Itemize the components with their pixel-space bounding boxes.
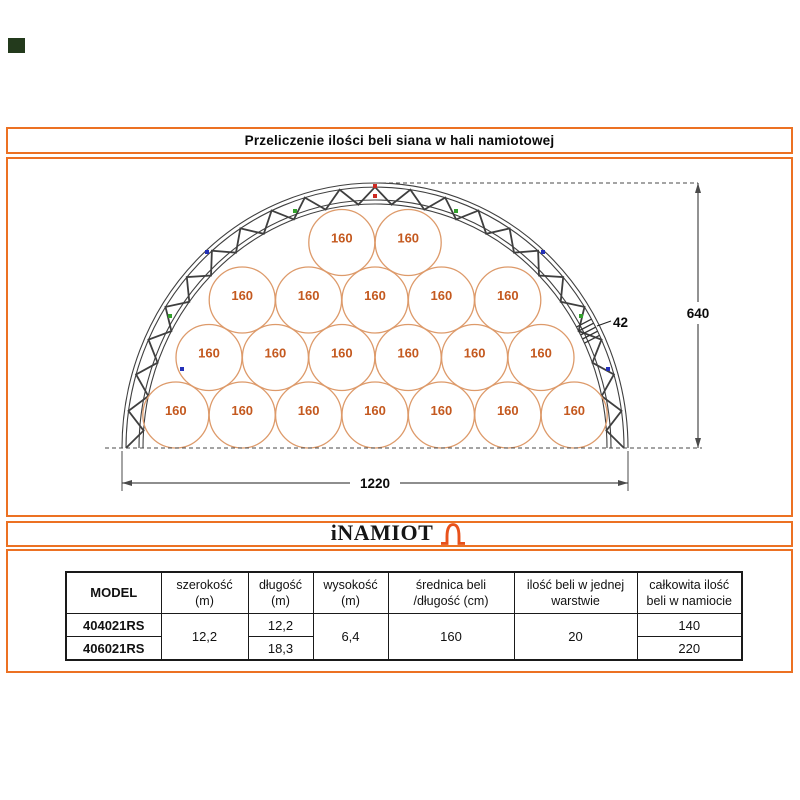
bale-label: 160 <box>231 403 254 418</box>
cell-calkowita-1: 140 <box>637 614 742 637</box>
header-dlugosc: długość (m) <box>248 572 313 614</box>
header-model: MODEL <box>66 572 161 614</box>
bale-label: 160 <box>530 345 552 361</box>
truss-node-marker <box>168 314 172 318</box>
bale-label: 160 <box>397 230 420 246</box>
header-wysokosc: wysokość (m) <box>313 572 388 614</box>
cell-model-1: 404021RS <box>66 614 161 637</box>
truss-depth-label: 42 <box>613 315 629 330</box>
cell-calkowita-2: 220 <box>637 637 742 661</box>
truss-node-marker <box>373 184 377 188</box>
bale-label: 160 <box>231 288 254 303</box>
bale-label: 160 <box>397 345 420 361</box>
bale-label: 160 <box>496 403 519 418</box>
truss-node-marker <box>180 367 184 371</box>
bale-label: 160 <box>164 403 187 418</box>
bale-label: 160 <box>364 403 386 418</box>
cell-dlugosc-1: 12,2 <box>248 614 313 637</box>
diagram-box <box>6 157 793 517</box>
bale-label: 160 <box>563 403 586 418</box>
table-row <box>66 614 742 637</box>
truss-node-marker <box>373 194 377 198</box>
logo-box <box>6 521 793 547</box>
header-calkowita: całkowita ilość beli w namiocie <box>637 572 742 614</box>
table-header-row <box>66 572 742 614</box>
cell-model-2: 406021RS <box>66 637 161 661</box>
truss-node-marker <box>454 209 458 213</box>
truss-node-marker <box>579 314 583 318</box>
cell-szerokosc: 12,2 <box>161 614 248 661</box>
bale-label: 160 <box>430 403 453 418</box>
table-container-box <box>6 549 793 673</box>
truss-node-marker <box>205 250 209 254</box>
bale-label: 160 <box>330 345 353 361</box>
width-dim-arrow <box>122 480 132 486</box>
brand-name: iNAMIOT <box>330 520 434 545</box>
bale-label: 160 <box>463 345 486 361</box>
tent-cross-section-diagram <box>8 159 791 515</box>
bale-label: 160 <box>297 403 320 418</box>
bale-label: 160 <box>297 288 320 303</box>
cell-wysokosc: 6,4 <box>313 614 388 661</box>
title-box <box>6 127 793 154</box>
cell-dlugosc-2: 18,3 <box>248 637 313 661</box>
bale-label: 160 <box>198 345 220 361</box>
width-dim-label: 1220 <box>359 476 391 491</box>
header-ilosc-warstwa: ilość beli w jednej warstwie <box>514 572 637 614</box>
spec-table <box>65 571 743 661</box>
tent-icon <box>438 522 468 546</box>
truss-node-marker <box>293 209 297 213</box>
height-dim-arrow <box>695 183 701 193</box>
truss-node-marker <box>606 367 610 371</box>
height-dim-label: 640 <box>686 306 710 321</box>
bale-label: 160 <box>430 288 453 303</box>
bale-label: 160 <box>264 345 287 361</box>
cell-srednica: 160 <box>388 614 514 661</box>
truss-depth-leader <box>597 321 611 326</box>
header-szerokosc: szerokość (m) <box>161 572 248 614</box>
header-srednica: średnica beli /długość (cm) <box>388 572 514 614</box>
truss-node-marker <box>541 250 545 254</box>
bale-label: 160 <box>364 288 386 303</box>
width-dim-arrow <box>618 480 628 486</box>
corner-mark <box>8 38 25 53</box>
bale-label: 160 <box>330 230 353 246</box>
cell-ilosc-warstwa: 20 <box>514 614 637 661</box>
bale-label: 160 <box>496 288 519 303</box>
height-dim-arrow <box>695 438 701 448</box>
page-title: Przeliczenie ilości beli siana w hali namiotowej <box>244 133 555 148</box>
